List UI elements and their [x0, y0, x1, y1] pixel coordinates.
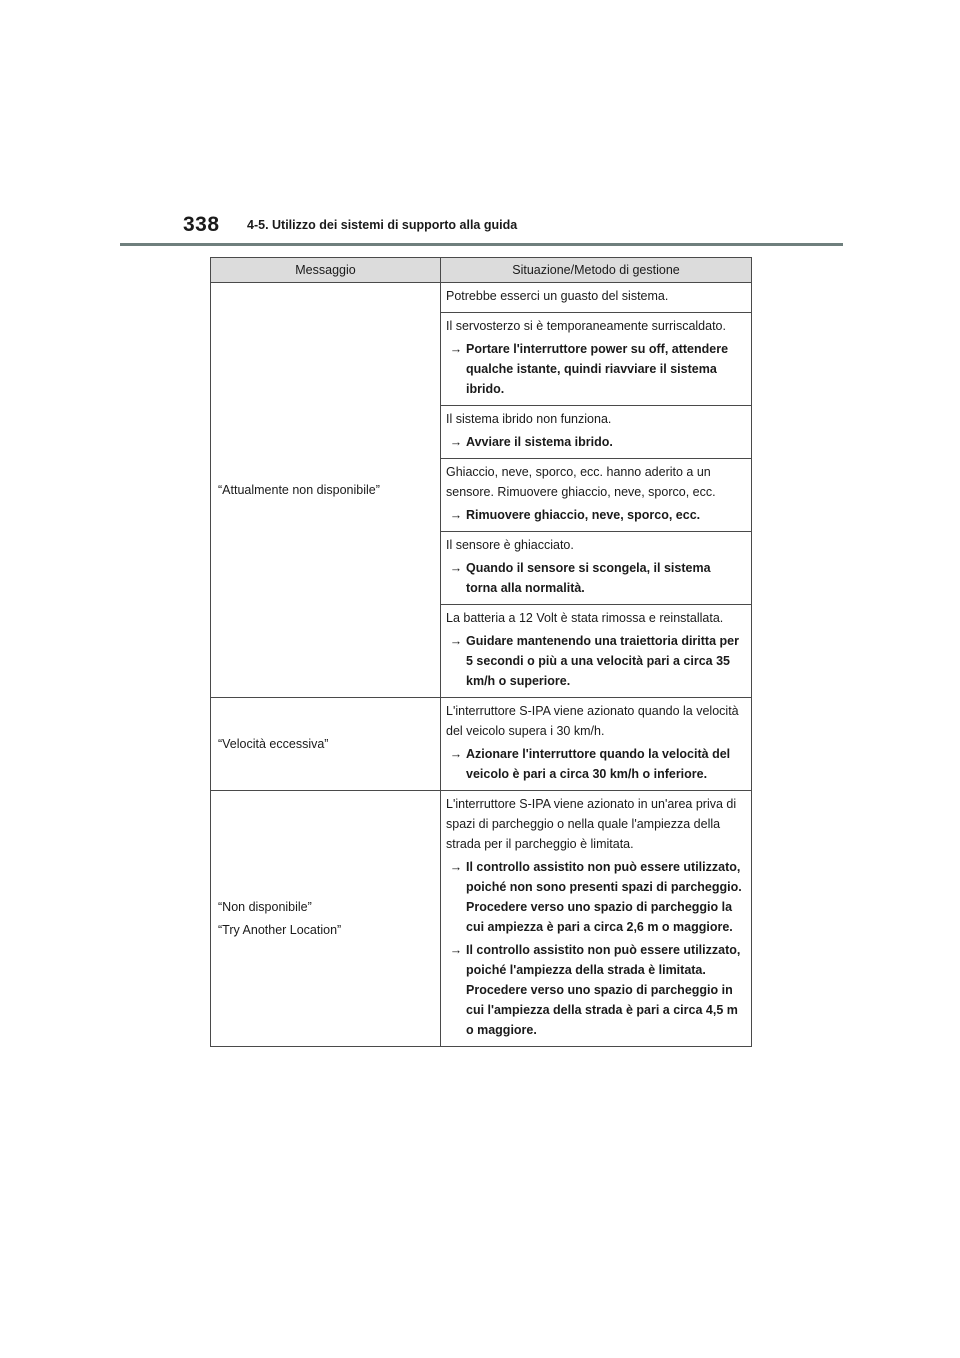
situation-cell	[441, 283, 752, 313]
message-table	[210, 257, 752, 1047]
action-text: Il controllo assistito non può essere utilizzato, poiché non sono presenti spazi di parcheggio. Procedere verso uno spazio di parcheggio la cui ampiezza è pari a circa 2,6 m o maggiore.	[466, 860, 742, 934]
table-row	[211, 791, 752, 1047]
message-text: “Non disponibile”	[218, 900, 312, 914]
situation-text: Il sensore è ghiacciato.	[446, 538, 574, 552]
message-text: “Velocità eccessiva”	[218, 737, 329, 751]
arrow-right-icon: →	[449, 747, 463, 761]
arrow-right-icon: →	[449, 634, 463, 648]
action-item	[446, 505, 745, 525]
action-item	[446, 744, 745, 784]
table-body	[211, 283, 752, 1047]
action-text: Portare l'interruttore power su off, attendere qualche istante, quindi riavviare il sistema ibrido.	[466, 342, 729, 396]
situation-text: La batteria a 12 Volt è stata rimossa e reinstallata.	[446, 611, 724, 625]
situation-cell	[441, 791, 752, 1047]
situation-text: Il sistema ibrido non funziona.	[446, 412, 612, 426]
situation-text: L'interruttore S-IPA viene azionato in un'area priva di spazi di parcheggio o nella quale l'ampiezza della strada per il parcheggio è limitata.	[446, 797, 737, 851]
situation-cell	[441, 698, 752, 791]
message-cell	[211, 283, 441, 698]
situation-text: Ghiaccio, neve, sporco, ecc. hanno aderito a un sensore. Rimuovere ghiaccio, neve, sporco, ecc.	[446, 465, 716, 499]
arrow-right-icon: →	[449, 342, 463, 356]
arrow-right-icon: →	[449, 561, 463, 575]
table-row	[211, 283, 752, 313]
action-item	[446, 940, 745, 1040]
situation-cell	[441, 313, 752, 406]
message-text: “Attualmente non disponibile”	[218, 483, 380, 497]
message-cell	[211, 791, 441, 1047]
action-text: Guidare mantenendo una traiettoria diritta per 5 secondi o più a una velocità pari a circa 35 km/h o superiore.	[466, 634, 739, 688]
arrow-right-icon: →	[449, 860, 463, 874]
action-text: Il controllo assistito non può essere utilizzato, poiché l'ampiezza della strada è limitata. Procedere verso uno spazio di parcheggio in cui l'ampiezza della strada è pari a circa 4,5 m o maggiore.	[466, 943, 741, 1037]
column-header-message: Messaggio	[211, 258, 441, 283]
situation-text: Il servosterzo si è temporaneamente surriscaldato.	[446, 319, 726, 333]
table-header-row	[211, 258, 752, 283]
action-item	[446, 432, 745, 452]
action-item	[446, 558, 745, 598]
situation-cell	[441, 605, 752, 698]
situation-cell	[441, 532, 752, 605]
arrow-right-icon: →	[449, 943, 463, 957]
situation-text: L'interruttore S-IPA viene azionato quando la velocità del veicolo supera i 30 km/h.	[446, 704, 739, 738]
action-text: Avviare il sistema ibrido.	[466, 435, 613, 449]
action-item	[446, 857, 745, 937]
arrow-right-icon: →	[449, 508, 463, 522]
situation-cell	[441, 406, 752, 459]
page-number: 338	[183, 213, 220, 236]
header-divider	[120, 243, 843, 246]
message-text: “Try Another Location”	[218, 923, 342, 937]
section-title: 4-5. Utilizzo dei sistemi di supporto alla guida	[247, 218, 518, 232]
action-item	[446, 631, 745, 691]
table-row	[211, 698, 752, 791]
action-text: Quando il sensore si scongela, il sistema torna alla normalità.	[466, 561, 711, 595]
column-header-situation: Situazione/Metodo di gestione	[441, 258, 752, 283]
arrow-right-icon: →	[449, 435, 463, 449]
action-text: Azionare l'interruttore quando la velocità del veicolo è pari a circa 30 km/h o inferiore.	[466, 747, 731, 781]
situation-cell	[441, 459, 752, 532]
action-item	[446, 339, 745, 399]
situation-text: Potrebbe esserci un guasto del sistema.	[446, 289, 669, 303]
message-cell	[211, 698, 441, 791]
action-text: Rimuovere ghiaccio, neve, sporco, ecc.	[466, 508, 701, 522]
